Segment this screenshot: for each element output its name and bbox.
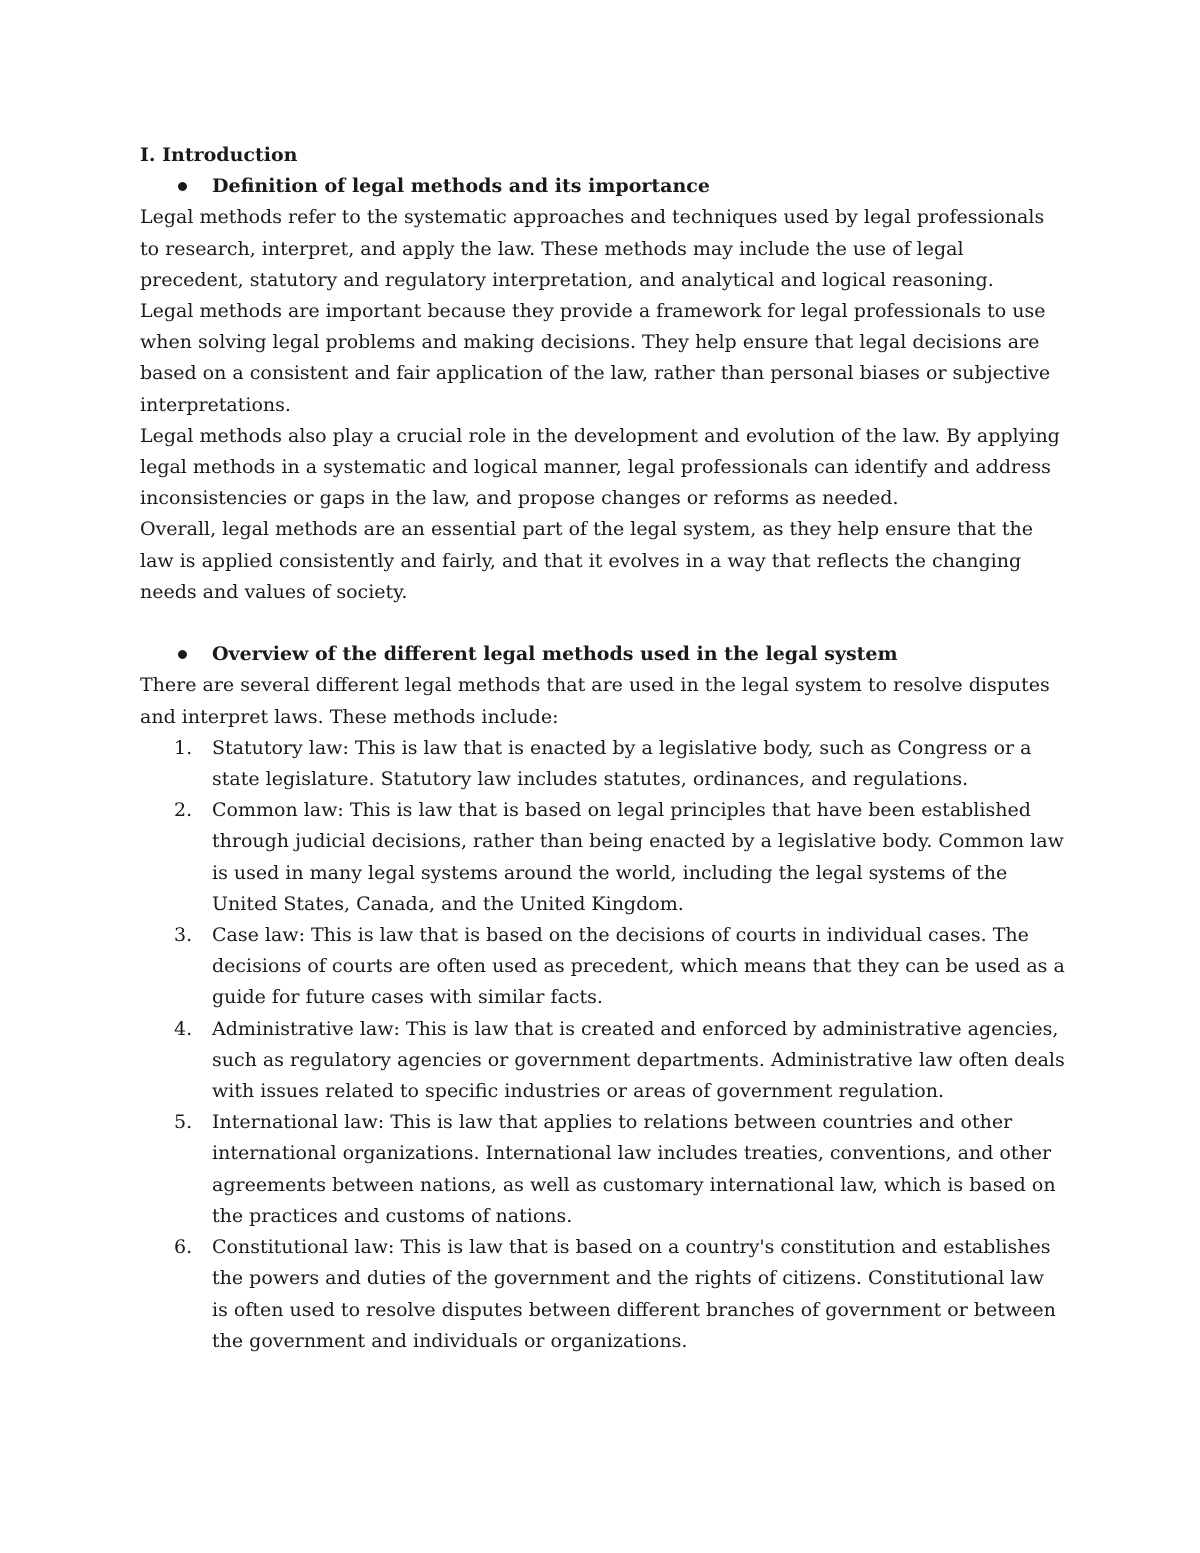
legal-methods-list bbox=[140, 733, 1065, 1357]
paragraph: Overall, legal methods are an essential part of the legal system, as they help ensure that the law is applied consistently and fairly, and that it evolves in a way that reflects the changing needs and values of society. bbox=[140, 518, 1033, 603]
list-item bbox=[140, 795, 1065, 920]
paragraph: Legal methods also play a crucial role in the development and evolution of the law. By applying legal methods in a systematic and logical manner, legal professionals can identify and address inconsistencies or gaps in the law, and propose changes or reforms as needed. bbox=[140, 424, 1060, 510]
list-item bbox=[140, 1014, 1065, 1108]
subsection-title-text: Overview of the different legal methods used in the legal system bbox=[212, 643, 898, 666]
list-item-text: Case law: This is law that is based on the decisions of courts in individual cases. The decisions of courts are often used as precedent, which means that they can be used as a guide for future cases with similar facts. bbox=[212, 924, 1065, 1009]
list-item-text: Statutory law: This is law that is enacted by a legislative body, such as Congress or a state legislature. Statutory law includes statutes, ordinances, and regulations. bbox=[212, 736, 1032, 791]
bullet-icon bbox=[178, 650, 187, 659]
list-number: 1. bbox=[174, 736, 193, 759]
subsection-title-text: Definition of legal methods and its importance bbox=[212, 175, 710, 198]
list-number: 6. bbox=[174, 1236, 193, 1259]
list-item-text: International law: This is law that applies to relations between countries and other international organizations. International law includes treaties, conventions, and other agreements between nations, as well as customary international law, which is based on the practices and customs of nations. bbox=[212, 1111, 1056, 1227]
paragraph: Legal methods are important because they provide a framework for legal professionals to use when solving legal problems and making decisions. They help ensure that legal decisions are based on a consistent and fair application of the law, rather than personal biases or subjective interpretations. bbox=[140, 300, 1051, 416]
list-number: 4. bbox=[174, 1017, 193, 1040]
list-item-text: Administrative law: This is law that is created and enforced by administrative agencies, such as regulatory agencies or government departments. Administrative law often deals with issues related to specific industries or areas of government regulation. bbox=[212, 1017, 1065, 1103]
bullet-icon bbox=[178, 182, 187, 191]
list-item bbox=[140, 1107, 1065, 1232]
list-number: 5. bbox=[174, 1111, 193, 1134]
subsection-title-definition bbox=[140, 171, 1065, 202]
list-item-text: Common law: This is law that is based on legal principles that have been established through judicial decisions, rather than being enacted by a legislative body. Common law is used in many legal systems around the world, including the legal systems of the United States, Canada, and the United Kingdom. bbox=[212, 799, 1064, 915]
list-item-text: Constitutional law: This is law that is based on a country's constitution and establishes the powers and duties of the government and the rights of citizens. Constitutional law is often used to resolve disputes between different branches of government or between the government and individuals or organizations. bbox=[212, 1236, 1056, 1352]
list-number: 2. bbox=[174, 799, 193, 822]
list-item bbox=[140, 920, 1065, 1014]
blank-line bbox=[140, 608, 1065, 639]
section-heading: I. Introduction bbox=[140, 144, 298, 166]
subsection-title-overview bbox=[140, 639, 1065, 670]
overview-intro: There are several different legal methods that are used in the legal system to resolve disputes and interpret laws. These methods include: bbox=[140, 674, 1050, 728]
paragraph: Legal methods refer to the systematic approaches and techniques used by legal professionals to research, interpret, and apply the law. These methods may include the use of legal precedent, statutory and regulatory interpretation, and analytical and logical reasoning. bbox=[140, 206, 1045, 291]
list-item bbox=[140, 733, 1065, 795]
document-page bbox=[140, 140, 1065, 1357]
list-number: 3. bbox=[174, 924, 193, 947]
list-item bbox=[140, 1232, 1065, 1357]
